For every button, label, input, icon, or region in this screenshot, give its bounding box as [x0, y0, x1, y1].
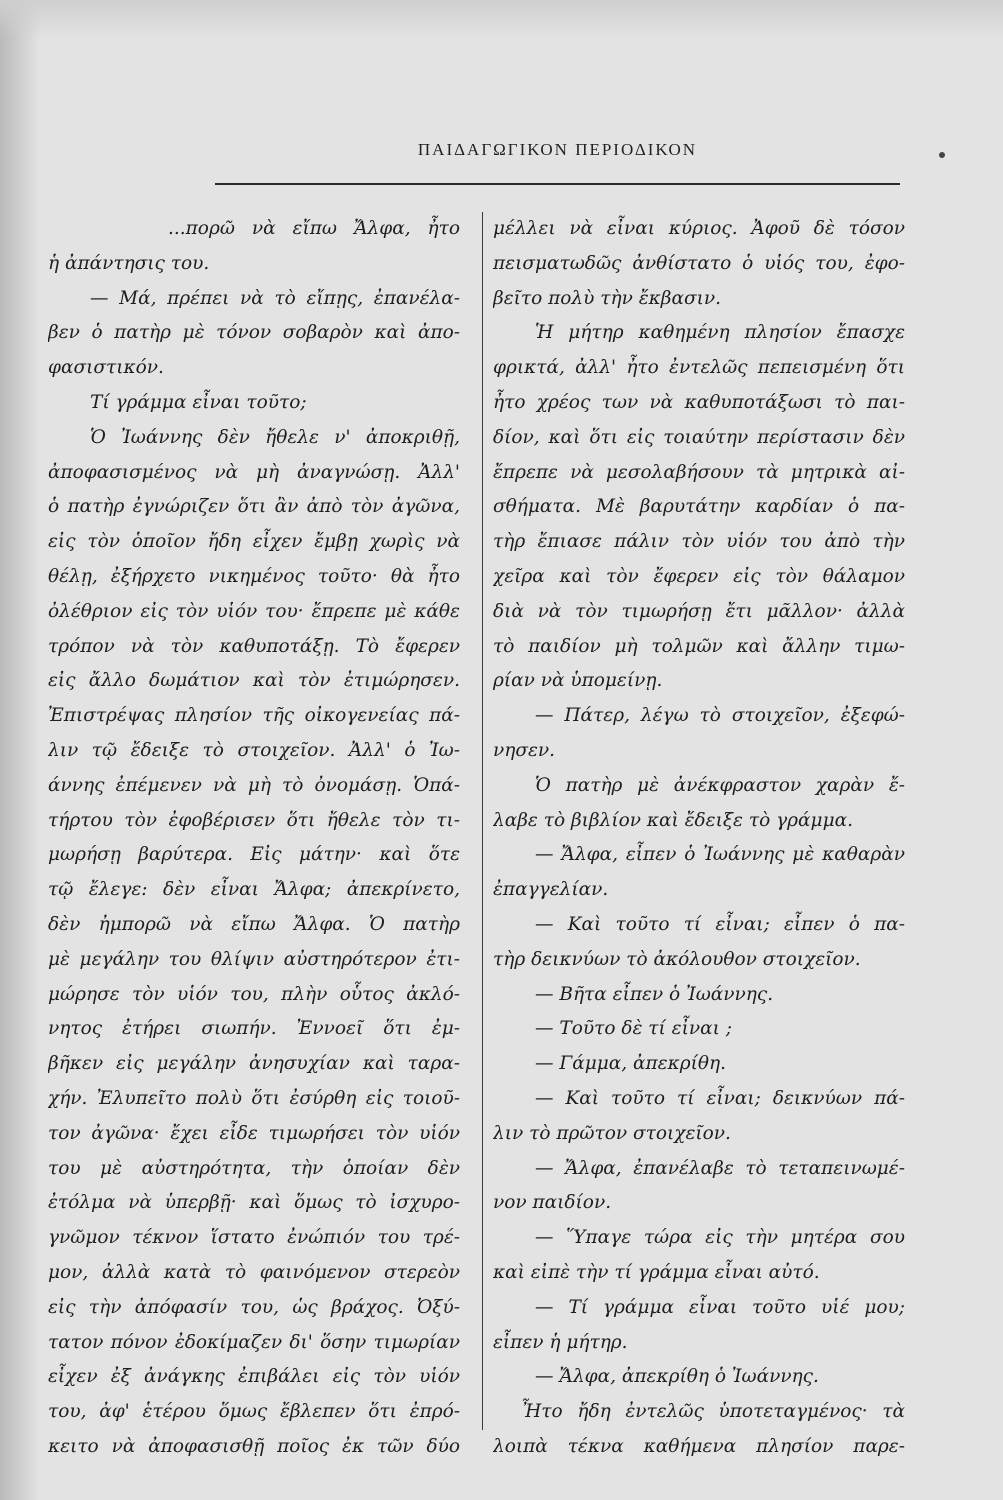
text-line: λιν τὸ πρῶτον στοιχεῖον.: [493, 1122, 731, 1144]
text-line: εἶπεν ἡ μήτηρ.: [493, 1331, 628, 1353]
text-line: εἰς ἄλλο δωμάτιον καὶ τὸν ἐτιμώρησεν.: [48, 670, 460, 692]
text-line: δίον, καὶ ὅτι εἰς τοιαύτην περίστασιν δὲν: [493, 426, 905, 448]
header-rule: [215, 183, 900, 185]
text-line: γνῶμον τέκνον ἵστατο ἐνώπιόν του τρέ-: [48, 1227, 460, 1249]
text-line: βεῖτο πολὺ τὴν ἔκβασιν.: [493, 287, 721, 309]
text-line: — Γάμμα, ἀπεκρίθη.: [535, 1053, 726, 1075]
text-line: — Καὶ τοῦτο τί εἶναι; δεικνύων πά-: [535, 1087, 905, 1109]
text-line: διὰ νὰ τὸν τιμωρήσῃ ἔτι μᾶλλον· ἀλλὰ: [493, 600, 905, 622]
text-line: φασιστικόν.: [48, 357, 164, 379]
text-line: ἦτο χρέος των νὰ καθυποτάξωσι τὸ παι-: [493, 391, 905, 413]
text-line: χήν. Ἐλυπεῖτο πολὺ ὅτι ἐσύρθη εἰς τοιοῦ-: [48, 1087, 460, 1109]
text-line: ...πορῶ νὰ εἴπω Ἄλφα, ἦτο: [168, 218, 460, 239]
text-line: άννης ἐπέμενεν νὰ μὴ τὸ ὀνομάσῃ. Ὁπά-: [48, 774, 460, 796]
text-line: — Τοῦτο δὲ τί εἶναι ;: [535, 1018, 732, 1040]
text-line: Τί γράμμα εἶναι τοῦτο;: [90, 391, 307, 413]
text-line: λιν τῷ ἔδειξε τὸ στοιχεῖον. Ἀλλ' ὁ Ἰω-: [48, 739, 460, 761]
text-line: εἰς τὴν ἀπόφασίν του, ὡς βράχος. Ὀξύ-: [48, 1296, 460, 1318]
text-line: νον παιδίον.: [493, 1192, 612, 1214]
text-line: μὲ μεγάλην του θλίψιν αὐστηρότερον ἐτι-: [48, 948, 460, 970]
text-line: τὸ παιδίον μὴ τολμῶν καὶ ἄλλην τιμω-: [493, 635, 905, 657]
text-line: τον ἀγῶνα· ἔχει εἶδε τιμωρήσει τὸν υἱόν: [48, 1122, 460, 1144]
text-line: τήρτου τὸν ἐφοβέρισεν ὅτι ἤθελε τὸν τι-: [48, 809, 460, 831]
text-line: μέλλει νὰ εἶναι κύριος. Ἀφοῦ δὲ τόσον: [493, 218, 905, 239]
text-line: — Τί γράμμα εἶναι τοῦτο υἱέ μου;: [535, 1296, 905, 1318]
text-line: τὴρ δεικνύων τὸ ἀκόλουθον στοιχεῖον.: [493, 948, 861, 970]
column-divider: [482, 212, 483, 1430]
text-line: τῷ ἔλεγε: δὲν εἶναι Ἄλφα; ἀπεκρίνετο,: [48, 879, 460, 901]
text-line: — Βῆτα εἶπεν ὁ Ἰωάννης.: [535, 983, 774, 1005]
text-line: σθήματα. Μὲ βαρυτάτην καρδίαν ὁ πα-: [493, 496, 905, 518]
text-line: δὲν ἠμπορῶ νὰ εἴπω Ἄλφα. Ὁ πατὴρ: [48, 913, 460, 935]
text-line: Ὁ Ἰωάννης δὲν ἤθελε ν' ἀποκριθῇ,: [90, 426, 460, 448]
text-line: χεῖρα καὶ τὸν ἔφερεν εἰς τὸν θάλαμον: [493, 565, 905, 587]
text-line: τατον πόνον ἐδοκίμαζεν δι' ὅσην τιμωρίαν: [48, 1331, 460, 1353]
text-line: βεν ὁ πατὴρ μὲ τόνον σοβαρὸν καὶ ἀπο-: [48, 322, 460, 344]
text-line: — Ὕπαγε τώρα εἰς τὴν μητέρα σου: [535, 1227, 905, 1249]
text-line: — Καὶ τοῦτο τί εἶναι; εἶπεν ὁ πα-: [535, 913, 905, 935]
text-line: Ἦτο ἤδη ἐντελῶς ὑποτεταγμένος· τὰ: [521, 1401, 905, 1423]
left-column: [48, 212, 460, 1465]
running-header: ΠΑΙΔΑΓΩΓΙΚΟΝ ΠΕΡΙΟΔΙΚΟΝ: [417, 140, 698, 159]
text-line: ὁ πατὴρ ἐγνώριζεν ὅτι ἂν ἀπὸ τὸν ἀγῶνα,: [48, 496, 460, 518]
text-line: ρίαν νὰ ὑπομείνῃ.: [493, 670, 663, 692]
text-line: — Ἄλφα, ἀπεκρίθη ὁ Ἰωάννης.: [535, 1366, 819, 1388]
text-line: θέλῃ, ἐξήρχετο νικημένος τοῦτο· θὰ ἦτο: [48, 565, 460, 587]
ink-speck: [939, 152, 945, 158]
text-line: ὀλέθριον εἰς τὸν υἱόν του· ἔπρεπε μὲ κάθε: [48, 600, 460, 622]
text-line: — Ἄλφα, ἐπανέλαβε τὸ τεταπεινωμέ-: [535, 1157, 905, 1179]
text-line: νητος ἐτήρει σιωπήν. Ἐννοεῖ ὅτι ἐμ-: [48, 1018, 460, 1040]
text-line: μώρησε τὸν υἱόν του, πλὴν οὗτος ἀκλό-: [48, 983, 460, 1005]
text-line: νησεν.: [493, 739, 556, 761]
text-line: — Πάτερ, λέγω τὸ στοιχεῖον, ἐξεφώ-: [535, 705, 905, 727]
page-top-shadow: [0, 0, 1003, 40]
text-line: μωρήσῃ βαρύτερα. Εἰς μάτην· καὶ ὅτε: [48, 844, 460, 866]
text-line: τρόπον νὰ τὸν καθυποτάξῃ. Τὸ ἔφερεν: [48, 635, 460, 657]
text-line: καὶ εἰπὲ τὴν τί γράμμα εἶναι αὐτό.: [493, 1261, 820, 1283]
text-line: ἔπρεπε νὰ μεσολαβήσουν τὰ μητρικὰ αἰ-: [493, 461, 905, 483]
text-line: Ὁ πατὴρ μὲ ἀνέκφραστον χαρὰν ἔ-: [535, 774, 905, 796]
text-line: μον, ἀλλὰ κατὰ τὸ φαινόμενον στερεὸν: [48, 1261, 460, 1283]
text-line: ἡ ἀπάντησις του.: [48, 252, 210, 274]
text-line: τὴρ ἔπιασε πάλιν τὸν υἱόν του ἀπὸ τὴν: [493, 531, 905, 553]
right-column: [493, 212, 905, 1465]
text-line: του, ἀφ' ἑτέρου ὅμως ἔβλεπεν ὅτι ἐπρό-: [48, 1401, 460, 1423]
text-line: φρικτά, ἀλλ' ἦτο ἐντελῶς πεπεισμένη ὅτι: [493, 357, 905, 379]
text-line: Ἐπιστρέψας πλησίον τῆς οἰκογενείας πά-: [48, 705, 460, 727]
text-line: εἰς τὸν ὁποῖον ἤδη εἶχεν ἔμβῃ χωρὶς νὰ: [48, 531, 460, 553]
text-line: — Ἄλφα, εἶπεν ὁ Ἰωάννης μὲ καθαρὰν: [535, 844, 905, 866]
text-line: ἐτόλμα νὰ ὑπερβῇ· καὶ ὅμως τὸ ἰσχυρο-: [48, 1192, 460, 1214]
text-line: λαβε τὸ βιβλίον καὶ ἔδειξε τὸ γράμμα.: [493, 809, 853, 831]
text-line: βῆκεν εἰς μεγάλην ἀνησυχίαν καὶ ταρα-: [48, 1053, 460, 1075]
text-line: πεισματωδῶς ἀνθίστατο ὁ υἱός του, ἐφο-: [493, 252, 905, 274]
text-line: του μὲ αὐστηρότητα, τὴν ὁποίαν δὲν: [48, 1157, 460, 1179]
page-edge-shadow: [0, 0, 40, 1500]
text-line: — Μά, πρέπει νὰ τὸ εἴπῃς, ἐπανέλα-: [90, 287, 460, 309]
text-line: ἐπαγγελίαν.: [493, 879, 609, 901]
text-line: λοιπὰ τέκνα καθήμενα πλησίον παρε-: [493, 1435, 905, 1457]
text-line: ἀποφασισμένος νὰ μὴ ἀναγνώσῃ. Ἀλλ': [48, 461, 460, 483]
text-line: εἶχεν ἐξ ἀνάγκης ἐπιβάλει εἰς τὸν υἱόν: [48, 1366, 460, 1388]
text-line: κειτο νὰ ἀποφασισθῇ ποῖος ἐκ τῶν δύο: [48, 1435, 460, 1457]
text-line: Ἡ μήτηρ καθημένη πλησίον ἔπασχε: [535, 322, 905, 344]
